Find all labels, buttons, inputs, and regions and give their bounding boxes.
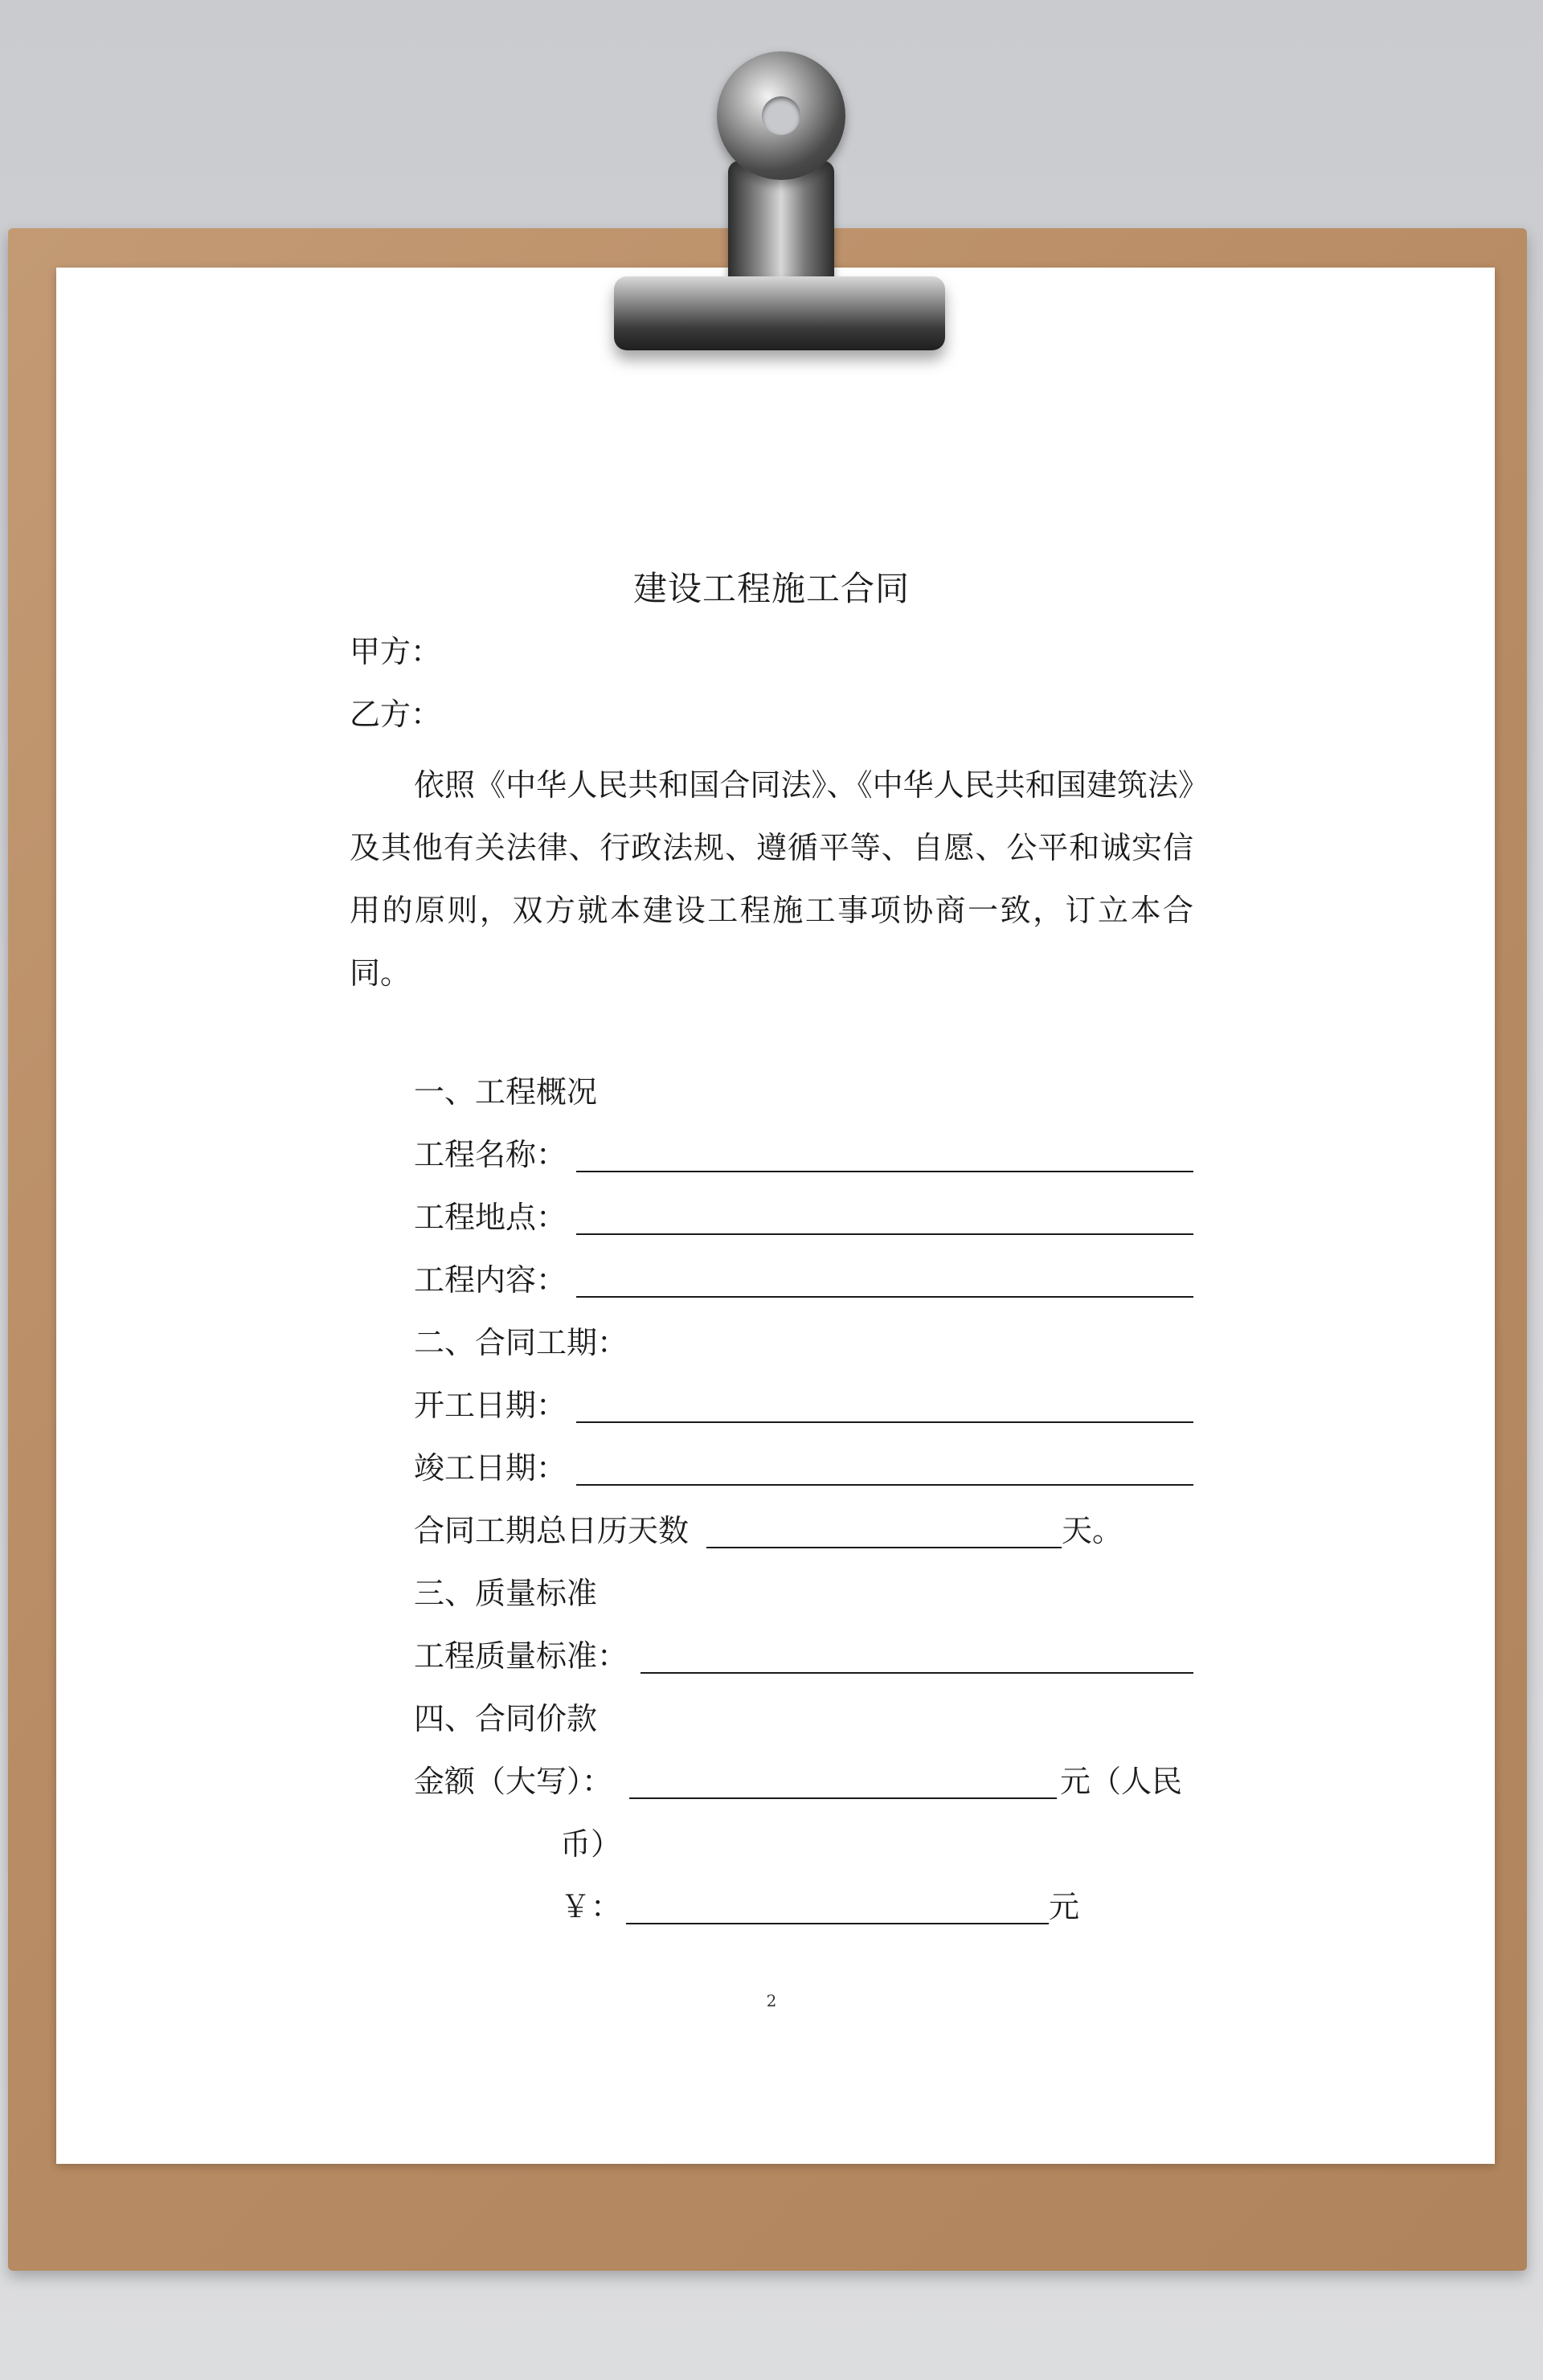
project-content-label: 工程内容： <box>414 1262 567 1298</box>
section-1-heading: 一、工程概况 <box>414 1074 598 1110</box>
project-name-label: 工程名称： <box>414 1137 567 1172</box>
paper-sheet <box>56 268 1495 2164</box>
amount-words-blank[interactable] <box>629 1797 1057 1799</box>
quality-standard-label: 工程质量标准： <box>414 1638 628 1674</box>
section-4-heading: 四、合同价款 <box>414 1701 598 1736</box>
project-name-blank[interactable] <box>576 1171 1193 1172</box>
document-title: 建设工程施工合同 <box>632 569 910 608</box>
party-a-label: 甲方： <box>350 634 442 669</box>
start-date-label: 开工日期： <box>414 1388 567 1423</box>
end-date-blank[interactable] <box>576 1484 1193 1486</box>
section-3-heading: 三、质量标准 <box>414 1576 598 1611</box>
intro-paragraph: 依照《中华人民共和国合同法》、《中华人民共和国建筑法》及其他有关法律、行政法规、遵循平等、自愿、公平和诚实信用的原则，双方就本建设工程施工事项协商一致，订立本合同。 <box>350 767 1193 991</box>
total-days-prefix: 合同工期总日历天数 <box>414 1513 690 1548</box>
yen-label: ￥： <box>560 1889 622 1924</box>
section-2-heading: 二、合同工期： <box>414 1325 628 1360</box>
binder-clip-base <box>614 276 945 350</box>
yen-amount-blank[interactable] <box>626 1923 1049 1924</box>
party-b-label: 乙方： <box>350 697 442 732</box>
project-location-blank[interactable] <box>576 1233 1193 1235</box>
binder-clip-ring-icon <box>717 51 845 180</box>
amount-words-label: 金额（大写）： <box>414 1764 613 1799</box>
amount-words-suffix-1: 元（人民 <box>1060 1764 1183 1799</box>
start-date-blank[interactable] <box>576 1421 1193 1423</box>
amount-words-suffix-2: 币） <box>560 1826 622 1862</box>
quality-standard-blank[interactable] <box>641 1672 1193 1674</box>
project-content-blank[interactable] <box>576 1296 1193 1298</box>
total-days-suffix: 天。 <box>1062 1513 1123 1548</box>
end-date-label: 竣工日期： <box>414 1450 567 1486</box>
page-number: 2 <box>766 1991 777 2010</box>
binder-clip-neck <box>728 161 834 289</box>
total-days-blank[interactable] <box>706 1547 1062 1548</box>
project-location-label: 工程地点： <box>414 1200 567 1235</box>
yen-suffix: 元 <box>1049 1889 1080 1924</box>
